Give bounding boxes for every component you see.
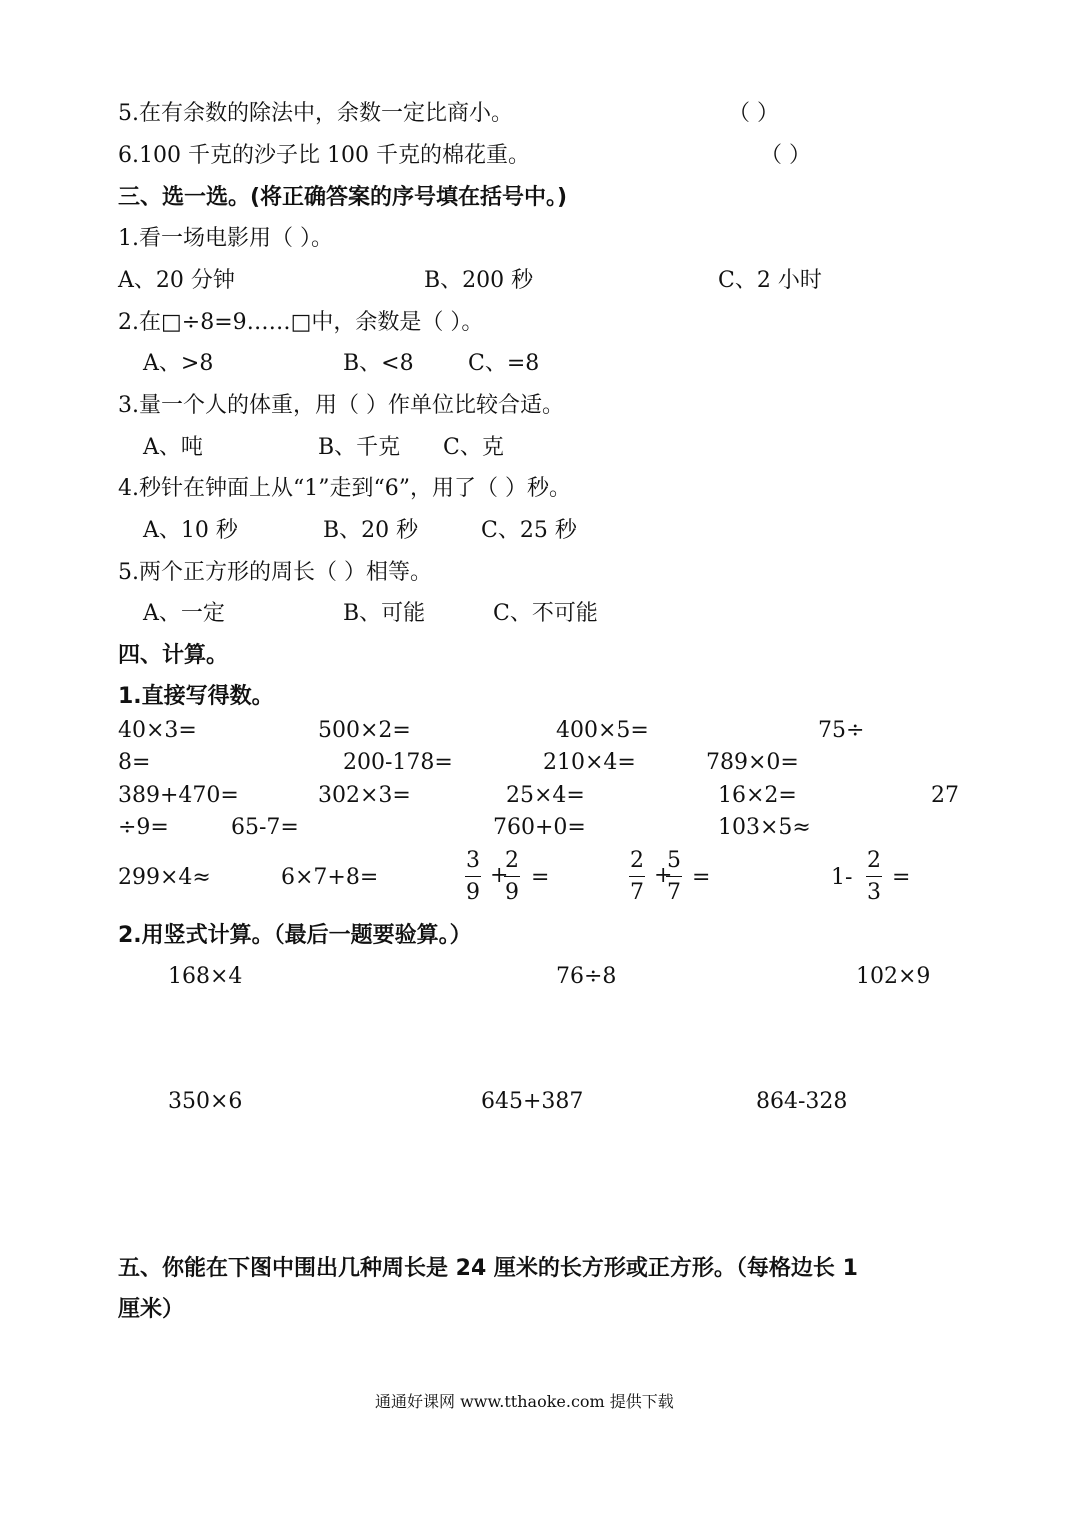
calc-item: 40×3= — [118, 718, 197, 743]
s3-q3-option-b: B、千克 — [318, 435, 401, 460]
s3-q4-option-a: A、10 秒 — [143, 518, 238, 543]
vertical-calc-item: 645+387 — [481, 1089, 584, 1114]
s3-q1: 1.看一场电影用（ ）。 — [118, 226, 333, 251]
calc-item: ÷9= — [118, 815, 169, 840]
s3-q3-option-a: A、吨 — [143, 435, 203, 460]
fraction: 2 9 — [505, 848, 519, 905]
s3-q3: 3.量一个人的体重，用（ ）作单位比较合适。 — [118, 393, 564, 418]
footer-text: 通通好课网 www.tthaoke.com 提供下载 — [375, 1392, 674, 1411]
vertical-calc-item: 102×9 — [856, 964, 931, 989]
vertical-calc-item: 350×6 — [168, 1089, 243, 1114]
calc-item: 400×5= — [556, 718, 649, 743]
calc-item: 75÷ — [818, 718, 865, 743]
fraction-op: + — [654, 863, 673, 888]
fraction-prefix: 1- — [831, 865, 853, 890]
calc-item: 302×3= — [318, 783, 411, 808]
s3-q3-option-c: C、克 — [443, 435, 504, 460]
judge-q5-answer-paren[interactable]: （ ） — [728, 101, 779, 126]
judge-q5: 5.在有余数的除法中，余数一定比商小。 — [118, 101, 513, 126]
section4-sub1: 1.直接写得数。 — [118, 684, 274, 709]
calc-item: 6×7+8= — [281, 865, 379, 890]
s3-q1-option-c: C、2 小时 — [718, 268, 822, 293]
s3-q1-option-b: B、200 秒 — [424, 268, 534, 293]
vertical-calc-item: 864-328 — [756, 1089, 848, 1114]
fraction-eq: = — [692, 865, 711, 890]
calc-item: 200-178= — [343, 750, 453, 775]
calc-item: 8= — [118, 750, 151, 775]
fraction-eq: = — [531, 865, 550, 890]
judge-q6-answer-paren[interactable]: （ ） — [760, 143, 811, 168]
s3-q2-option-b: B、<8 — [343, 351, 414, 376]
s3-q4-option-b: B、20 秒 — [323, 518, 419, 543]
section3-title: 三、选一选。(将正确答案的序号填在括号中。) — [118, 185, 568, 210]
s3-q2-option-c: C、=8 — [468, 351, 540, 376]
calc-item: 16×2= — [718, 783, 797, 808]
calc-item: 789×0= — [706, 750, 799, 775]
calc-item: 299×4≈ — [118, 865, 211, 890]
s3-q5-option-b: B、可能 — [343, 601, 426, 626]
s3-q5-option-a: A、一定 — [143, 601, 225, 626]
vertical-calc-item: 168×4 — [168, 964, 243, 989]
judge-q6: 6.100 千克的沙子比 100 千克的棉花重。 — [118, 143, 530, 168]
section5-title-line2: 厘米） — [118, 1297, 185, 1322]
s3-q4: 4.秒针在钟面上从“1”走到“6”，用了（ ）秒。 — [118, 476, 571, 501]
s3-q1-option-a: A、20 分钟 — [118, 268, 235, 293]
s3-q2: 2.在□÷8=9……□中，余数是（ ）。 — [118, 310, 484, 335]
s3-q2-option-a: A、>8 — [143, 351, 214, 376]
section4-sub2: 2.用竖式计算。（最后一题要验算。） — [118, 923, 472, 948]
s3-q4-option-c: C、25 秒 — [481, 518, 577, 543]
calc-item: 65-7= — [231, 815, 299, 840]
fraction: 2 3 — [867, 848, 881, 905]
section5-title-line1: 五、你能在下图中围出几种周长是 24 厘米的长方形或正方形。（每格边长 1 — [118, 1256, 858, 1281]
calc-item: 25×4= — [506, 783, 585, 808]
calc-item: 500×2= — [318, 718, 411, 743]
s3-q5: 5.两个正方形的周长（ ）相等。 — [118, 560, 432, 585]
calc-item: 389+470= — [118, 783, 239, 808]
fraction: 3 9 — [466, 848, 480, 905]
calc-item: 760+0= — [493, 815, 586, 840]
fraction-eq: = — [892, 865, 911, 890]
calc-item: 103×5≈ — [718, 815, 811, 840]
calc-item: 27 — [931, 783, 959, 808]
section4-title: 四、计算。 — [118, 643, 229, 668]
fraction-op: + — [490, 863, 509, 888]
fraction: 2 7 — [630, 848, 644, 905]
s3-q5-option-c: C、不可能 — [493, 601, 598, 626]
vertical-calc-item: 76÷8 — [556, 964, 617, 989]
calc-item: 210×4= — [543, 750, 636, 775]
fraction: 5 7 — [667, 848, 681, 905]
